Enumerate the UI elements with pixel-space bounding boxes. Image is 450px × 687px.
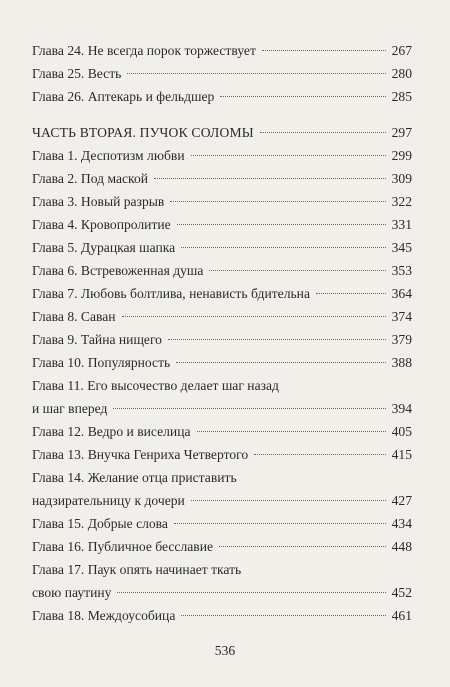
toc-entry-title: Глава 2. Под маской	[32, 171, 149, 186]
toc-entry-title: Глава 17. Паук опять начинает ткать	[32, 562, 242, 577]
toc-entry-title: Глава 26. Аптекарь и фельдшер	[32, 89, 215, 104]
toc-entry-page: 353	[391, 263, 412, 278]
toc-entry-page: 452	[391, 585, 412, 600]
dot-leader	[316, 293, 386, 294]
toc-entry	[32, 306, 412, 328]
toc-entry-title: Глава 14. Желание отца приставить	[32, 470, 237, 485]
dot-leader	[122, 316, 386, 317]
toc-entry	[32, 40, 412, 62]
toc-entry-page: 267	[391, 43, 412, 58]
toc-entry-title: свою паутину	[32, 585, 112, 600]
toc-entry-page: 448	[391, 539, 412, 554]
toc-entry-page: 461	[391, 608, 412, 623]
toc-entry-page: 394	[391, 401, 412, 416]
dot-leader	[113, 408, 385, 409]
dot-leader	[168, 339, 386, 340]
toc-entry-title: Глава 24. Не всегда порок торжествует	[32, 43, 256, 58]
toc-entry	[32, 421, 412, 443]
dot-leader	[127, 73, 385, 74]
toc-entry-page: 364	[391, 286, 412, 301]
toc-entry-page: 299	[391, 148, 412, 163]
toc-entry-title: Глава 12. Ведро и виселица	[32, 424, 191, 439]
toc-entry-page: 297	[391, 125, 412, 140]
dot-leader	[220, 96, 385, 97]
page-number: 536	[214, 643, 236, 658]
toc-entry-page: 374	[391, 309, 412, 324]
dot-leader	[154, 178, 386, 179]
dot-leader	[170, 201, 385, 202]
toc-entry-title: Глава 10. Популярность	[32, 355, 171, 370]
toc-entry-continuation	[32, 398, 412, 420]
toc-entry-title: Глава 1. Деспотизм любви	[32, 148, 185, 163]
toc-entry	[32, 214, 412, 236]
toc-entry	[32, 260, 412, 282]
toc-entry-title: Глава 9. Тайна нищего	[32, 332, 162, 347]
dot-leader	[197, 431, 386, 432]
toc-entry	[32, 605, 412, 627]
toc-entry-first-line	[32, 467, 412, 489]
toc-entry	[32, 63, 412, 85]
toc-entry-title: Глава 18. Междоусобица	[32, 608, 176, 623]
toc-entry-page: 285	[391, 89, 412, 104]
dot-leader	[260, 132, 386, 133]
toc-entry-title: Глава 8. Саван	[32, 309, 116, 324]
toc-entry-first-line	[32, 559, 412, 581]
toc-entry-continuation	[32, 490, 412, 512]
dot-leader	[176, 362, 385, 363]
toc-entry-page: 405	[391, 424, 412, 439]
toc-entry	[32, 352, 412, 374]
toc-entry	[32, 86, 412, 108]
dot-leader	[174, 523, 386, 524]
toc-entry-title: Глава 15. Добрые слова	[32, 516, 168, 531]
toc-entry	[32, 513, 412, 535]
toc-entry-page: 280	[391, 66, 412, 81]
dot-leader	[209, 270, 385, 271]
dot-leader	[117, 592, 385, 593]
dot-leader	[177, 224, 386, 225]
dot-leader	[219, 546, 386, 547]
toc-entry	[32, 191, 412, 213]
toc-entry-title: Глава 6. Встревоженная душа	[32, 263, 204, 278]
toc-entry	[32, 329, 412, 351]
toc-entry-page: 434	[391, 516, 412, 531]
dot-leader	[191, 500, 386, 501]
toc-entry-title: и шаг вперед	[32, 401, 108, 416]
toc-entry-title: Глава 4. Кровопролитие	[32, 217, 171, 232]
dot-leader	[181, 247, 385, 248]
toc-entry-continuation	[32, 582, 412, 604]
toc-entry	[32, 444, 412, 466]
toc-entry-title: Глава 16. Публичное бесславие	[32, 539, 214, 554]
toc-entry	[32, 536, 412, 558]
toc-entry	[32, 168, 412, 190]
toc-entry-title: Глава 5. Дурацкая шапка	[32, 240, 176, 255]
toc-entry-title: Глава 13. Внучка Генриха Четвертого	[32, 447, 249, 462]
toc-part-heading	[32, 122, 412, 144]
dot-leader	[191, 155, 386, 156]
toc-entry-page: 322	[391, 194, 412, 209]
toc-entry-page: 331	[391, 217, 412, 232]
toc-part-title: ЧАСТЬ ВТОРАЯ. ПУЧОК СОЛОМЫ	[32, 125, 254, 140]
toc-entry-page: 388	[391, 355, 412, 370]
dot-leader	[254, 454, 385, 455]
toc-entry-page: 309	[391, 171, 412, 186]
dot-leader	[262, 50, 386, 51]
toc-entry-page: 379	[391, 332, 412, 347]
toc-entry-page: 345	[391, 240, 412, 255]
toc-entry-page: 427	[391, 493, 412, 508]
toc-entry-first-line	[32, 375, 412, 397]
toc-entry-title: Глава 25. Весть	[32, 66, 122, 81]
toc-entry-title: Глава 3. Новый разрыв	[32, 194, 165, 209]
toc-entry-title: надзирательницу к дочери	[32, 493, 185, 508]
toc-entry	[32, 283, 412, 305]
toc-entry-title: Глава 11. Его высочество делает шаг назад	[32, 378, 279, 393]
toc-entry-title: Глава 7. Любовь болтлива, ненависть бдительна	[32, 286, 310, 301]
dot-leader	[181, 615, 385, 616]
toc-entry-page: 415	[391, 447, 412, 462]
toc-entry	[32, 145, 412, 167]
toc-entry	[32, 237, 412, 259]
